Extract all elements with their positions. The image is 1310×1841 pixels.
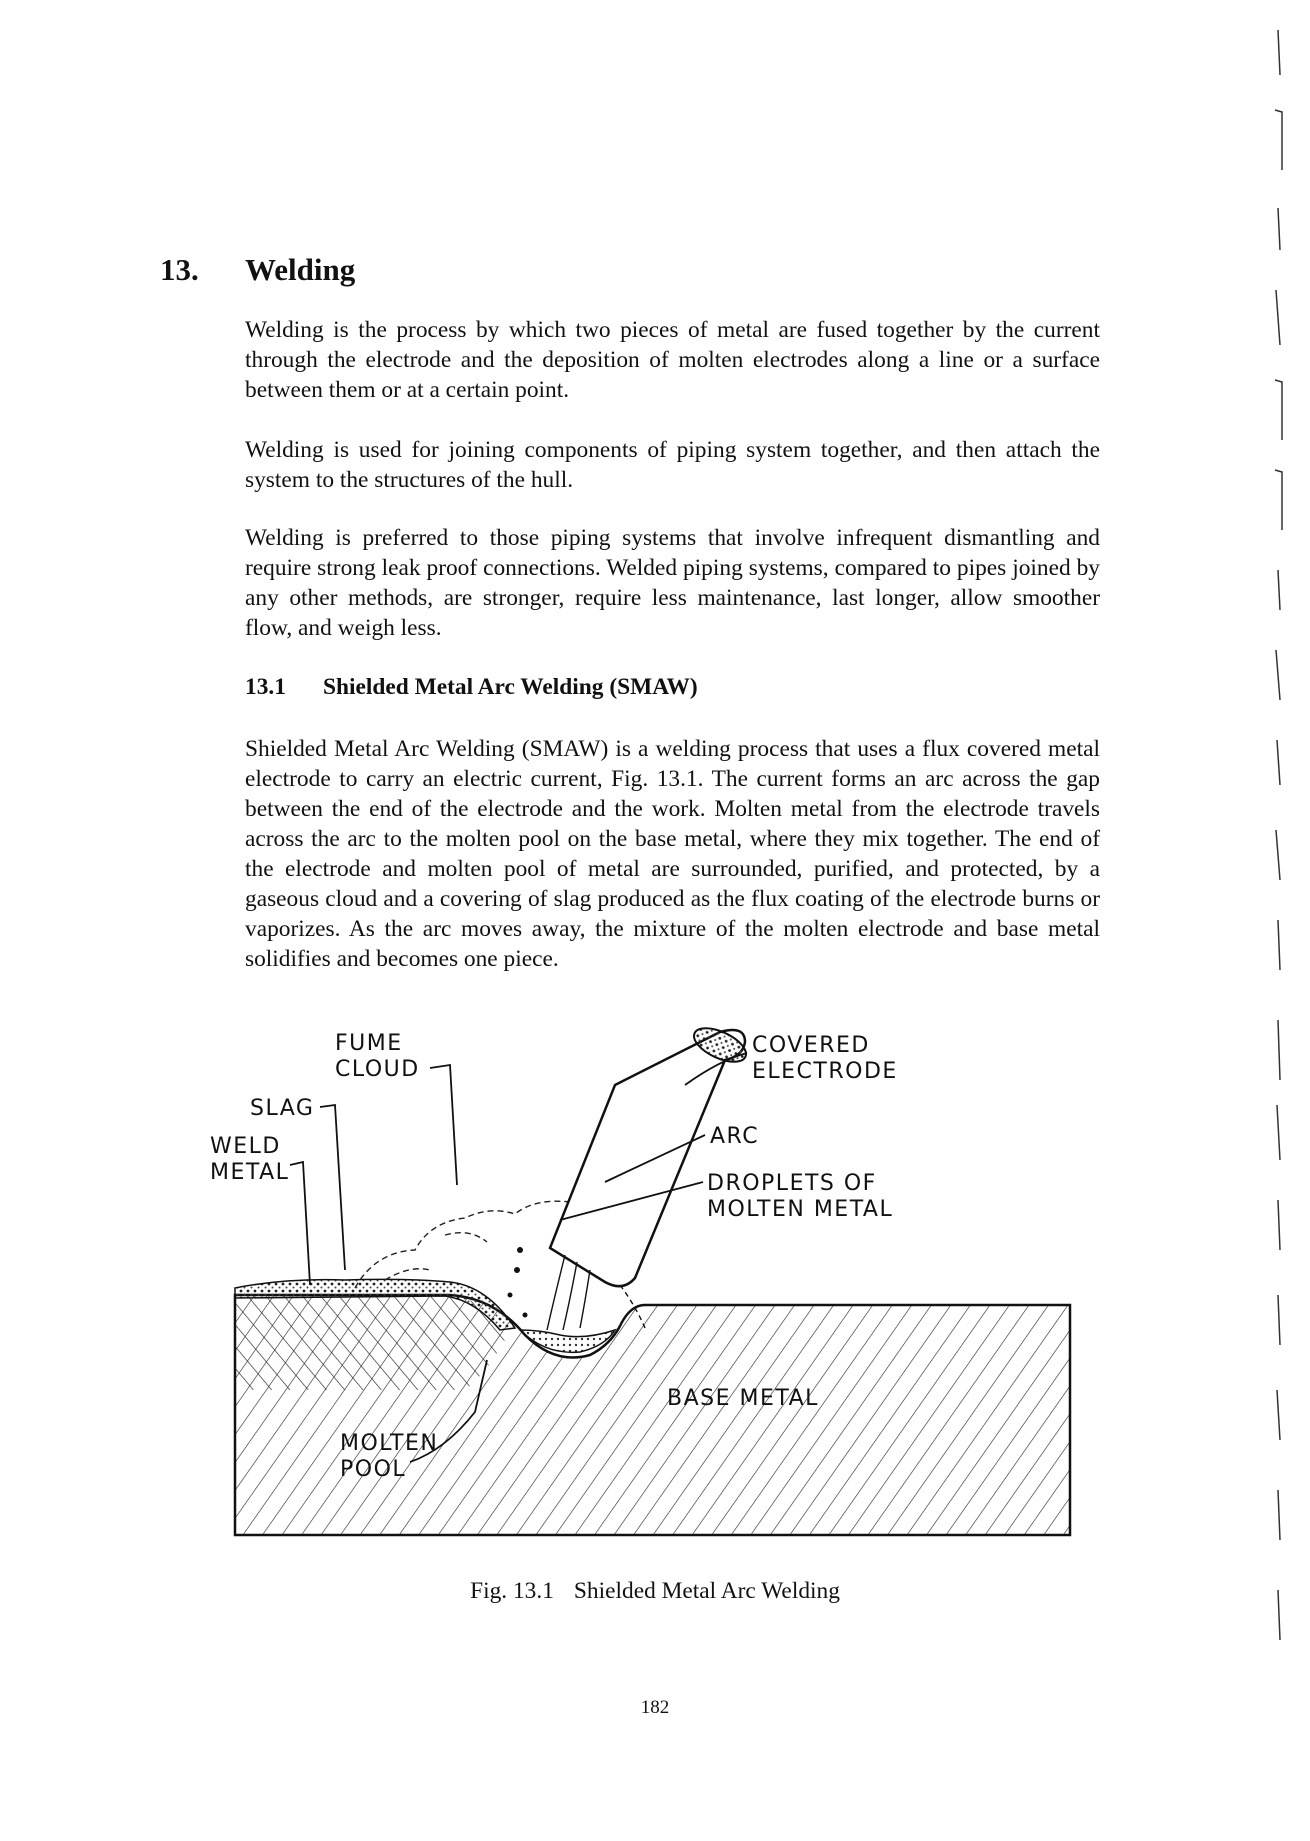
binding-edge-marks xyxy=(1270,0,1300,1841)
smaw-figure xyxy=(210,1030,1080,1530)
label-fume: FUME xyxy=(335,1031,403,1056)
molten-droplets xyxy=(508,1247,528,1318)
caption-number: Fig. 13.1 xyxy=(470,1578,554,1604)
subsection-number: 13.1 xyxy=(245,674,286,700)
label-weld: WELD xyxy=(210,1134,281,1159)
label-cloud: CLOUD xyxy=(335,1057,420,1082)
label-molten: MOLTEN xyxy=(340,1431,439,1456)
covered-electrode xyxy=(550,1021,751,1286)
smaw-diagram xyxy=(210,1030,1080,1530)
figure-caption xyxy=(0,1578,1310,1605)
label-pool: POOL xyxy=(340,1457,407,1482)
label-slag: SLAG xyxy=(250,1096,315,1121)
subsection-title: Shielded Metal Arc Welding (SMAW) xyxy=(323,674,698,700)
subsection-paragraph: Shielded Metal Arc Welding (SMAW) is a welding process that uses a flux covered metal electrode to carry an electric current, Fig. 13.1. The current forms an arc across the gap between the end of the electrode and the work. Molten metal from the electrode travels across the arc to the molten pool on the base metal, where they mix together. The end of the electrode and molten pool of metal are surrounded, purified, and protected, by a gaseous cloud and a covering of slag produced as the flux coating of the electrode burns or vaporizes. As the arc moves away, the mixture of the molten electrode and base metal solidifies and becomes one piece. xyxy=(245,736,1100,972)
label-molten-metal: MOLTEN METAL xyxy=(707,1197,894,1222)
caption-text: Shielded Metal Arc Welding xyxy=(573,1578,840,1604)
label-covered: COVERED xyxy=(752,1033,870,1058)
label-base-metal: BASE METAL xyxy=(667,1386,819,1411)
section-title: Welding xyxy=(245,252,356,287)
label-metal: METAL xyxy=(210,1160,290,1185)
label-arc: ARC xyxy=(710,1124,760,1149)
label-electrode: ELECTRODE xyxy=(752,1059,898,1084)
label-droplets-of: DROPLETS OF xyxy=(707,1171,877,1196)
fume-cloud xyxy=(355,1201,570,1288)
paragraph-2: Welding is used for joining components of piping system together, and then attach the system to the structures of the hull. xyxy=(245,437,1100,493)
weld-metal-region xyxy=(235,1295,510,1390)
section-number: 13. xyxy=(160,252,199,287)
paragraph-1: Welding is the process by which two pieces of metal are fused together by the current through the electrode and the deposition of molten electrodes along a line or a surface between them or at a certain point. xyxy=(245,317,1100,403)
paragraph-3: Welding is preferred to those piping systems that involve infrequent dismantling and require strong leak proof connections. Welded piping systems, compared to pipes joined by any other methods, are stronger, require less maintenance, last longer, allow smoother flow, and weigh less. xyxy=(245,525,1100,641)
page-number: 182 xyxy=(640,1697,670,1718)
